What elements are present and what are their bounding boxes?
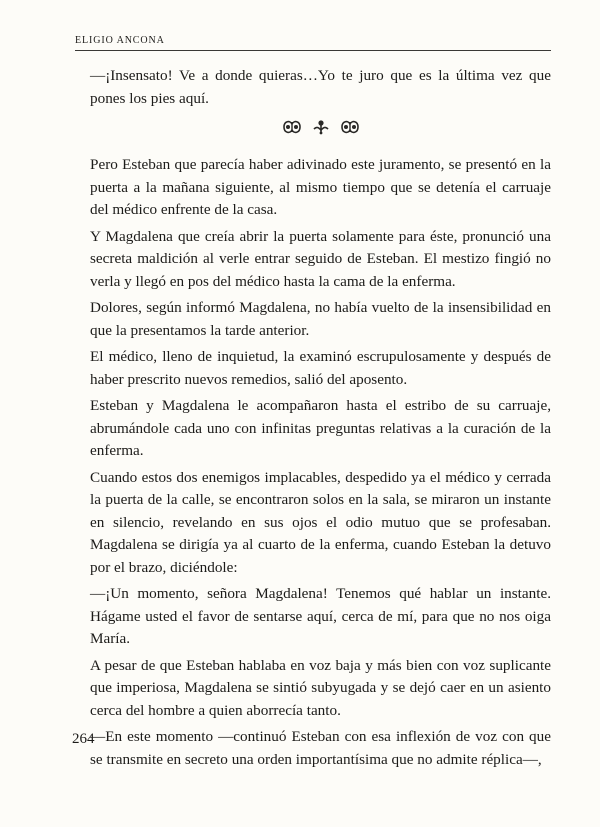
paragraph: Pero Esteban que parecía haber adivinado este juramento, se presentó en la puerta a la mañana siguiente, al mismo tiempo que se detenía el carruaje del médico enfrente de la casa.: [90, 156, 551, 218]
section-ornament: [90, 110, 551, 144]
floral-ornament-icon: [312, 119, 330, 135]
body-text: [90, 65, 551, 775]
paragraph: El médico, lleno de inquietud, la examinó escrupulosamente y después de haber prescrito nuevos remedios, salió del aposento.: [90, 348, 551, 388]
fleuron-icon: [282, 118, 302, 136]
header-rule: [75, 50, 551, 51]
paragraph: Dolores, según informó Magdalena, no había vuelto de la insensibilidad en que la presentamos la tarde anterior.: [90, 299, 551, 339]
paragraph: —En este momento —continuó Esteban con esa inflexión de voz con que se transmite en secreto una orden importantísima que no admite réplica—,: [90, 728, 551, 768]
paragraph: —¡Insensato! Ve a donde quieras…Yo te juro que es la última vez que pones los pies aquí.: [90, 67, 551, 107]
fleuron-icon: [340, 118, 360, 136]
paragraph: A pesar de que Esteban hablaba en voz baja y más bien con voz suplicante que imperiosa, Magdalena se sintió subyugada y se dejó caer en un asiento cerca del hombre a quien aborrecía tanto.: [90, 656, 551, 719]
paragraph: Cuando estos dos enemigos implacables, despedido ya el médico y cerrada la puerta de la calle, se encontraron solos en la sala, se miraron un instante en silencio, revelando en sus ojos el odio mutuo que se profesaban. Magdalena se dirigía ya al cuarto de la enferma, cuando Esteban la detuvo por el brazo, diciéndole:: [90, 468, 551, 576]
paragraph: Y Magdalena que creía abrir la puerta solamente para éste, pronunció una secreta maldición al verle entrar seguido de Esteban. El mestizo fingió no verla y llegó en pos del médico hasta la cama de la enferma.: [90, 227, 551, 290]
running-head: ELIGIO ANCONA: [75, 35, 165, 46]
page-number: 264: [72, 731, 95, 747]
paragraph: —¡Un momento, señora Magdalena! Tenemos qué hablar un instante. Hágame usted el favor de sentarse aquí, cerca de mí, para que no nos oiga María.: [90, 585, 551, 647]
paragraph: Esteban y Magdalena le acompañaron hasta el estribo de su carruaje, abrumándole cada uno con infinitas preguntas relativas a la curación de la enferma.: [90, 397, 551, 459]
